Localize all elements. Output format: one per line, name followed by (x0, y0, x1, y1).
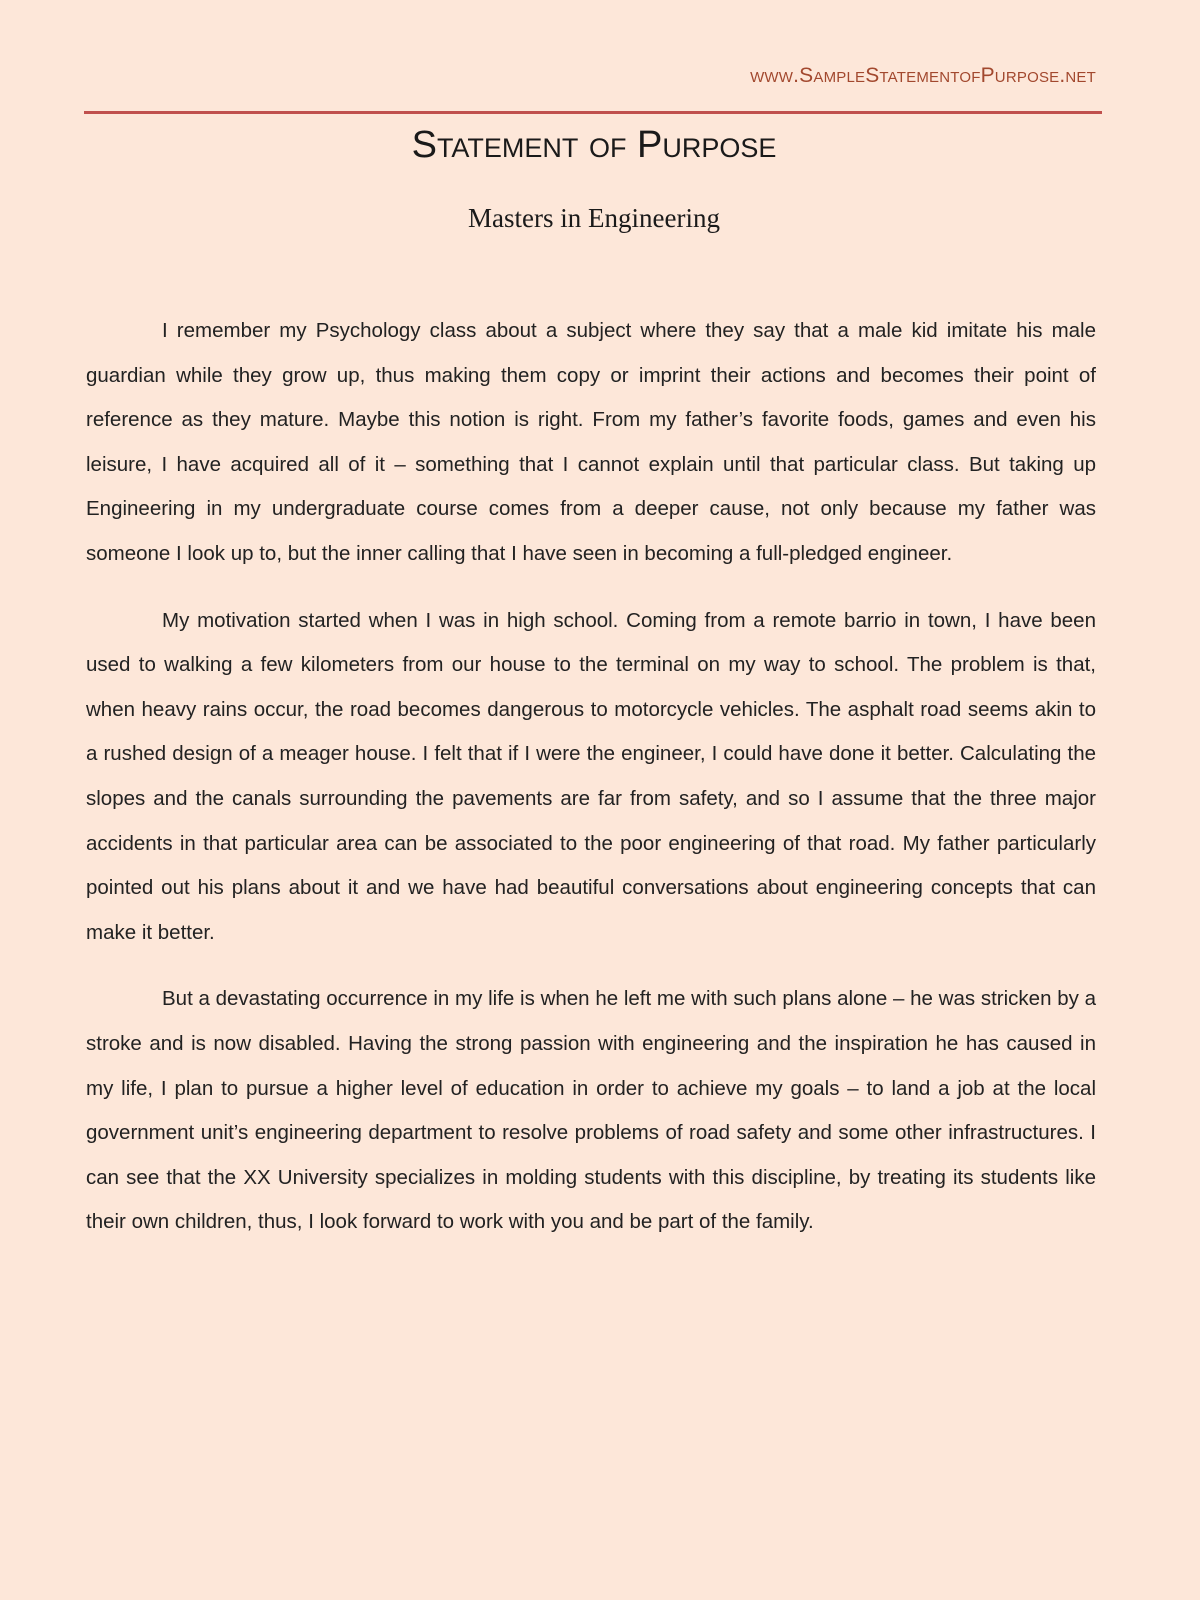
header-divider (84, 111, 1102, 114)
body-paragraph-2: My motivation started when I was in high school. Coming from a remote barrio in town, I have been used to walking a few kilometers from our house to the terminal on my way to school. The problem is that, when heavy rains occur, the road becomes dangerous to motorcycle vehicles. The asphalt road seems akin to a rushed design of a meager house. I felt that if I were the engineer, I could have done it better. Calculating the slopes and the canals surrounding the pavements are far from safety, and so I assume that the three major accidents in that particular area can be associated to the poor engineering of that road. My father particularly pointed out his plans about it and we have had beautiful conversations about engineering concepts that can make it better. (86, 608, 1096, 944)
body-paragraph-3: But a devastating occurrence in my life is when he left me with such plans alone – he was stricken by a stroke and is now disabled. Having the strong passion with engineering and the inspiration he has caused in my life, I plan to pursue a higher level of education in order to achieve my goals – to land a job at the local government unit’s engineering department to resolve problems of road safety and some other infrastructures. I can see that the XX University specializes in molding students with this discipline, by treating its students like their own children, thus, I look forward to work with you and be part of the family. (86, 987, 1096, 1234)
body-paragraph-1: I remember my Psychology class about a subject where they say that a male kid imitate his male guardian while they grow up, thus making them copy or imprint their actions and becomes their point of reference as they mature. Maybe this notion is right. From my father’s favorite foods, games and even his leisure, I have acquired all of it – something that I cannot explain until that particular class. But taking up Engineering in my undergraduate course comes from a deeper cause, not only because my father was someone I look up to, but the inner calling that I have seen in becoming a full-pledged engineer. (86, 319, 1096, 565)
document-title: Statement of Purpose (411, 124, 777, 166)
header-website-url: www.SampleStatementofPurpose.net (750, 64, 1096, 87)
document-body (86, 309, 1096, 1267)
document-subtitle: Masters in Engineering (468, 203, 720, 233)
